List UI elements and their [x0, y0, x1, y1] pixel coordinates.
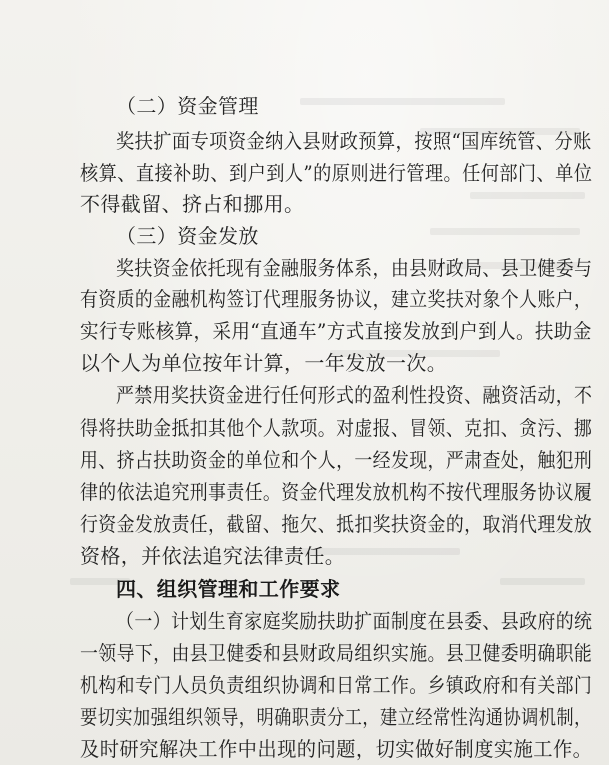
paragraph-line: 用、挤占扶助资金的单位和个人，一经发现，严肃查处，触犯刑 — [80, 447, 593, 472]
paragraph-line: 及时研究解决工作中出现的问题，切实做好制度实施工作。 — [80, 737, 593, 761]
section-heading-funds-distribution: （三）资金发放 — [116, 224, 259, 249]
paragraph-line: 实行专账核算，采用“直通车”方式直接发放到户到人。扶助金 — [80, 319, 592, 344]
paragraph-line: 以个人为单位按年计算，一年发放一次。 — [80, 351, 448, 376]
section-heading-funds-management: （二）资金管理 — [116, 94, 259, 118]
paragraph-line: 机构和专门人员负责组织协调和日常工作。乡镇政府和有关部门 — [80, 672, 593, 697]
paragraph-line: 资格，并依法追究法律责任。 — [80, 543, 346, 568]
paragraph-line: 要切实加强组织领导，明确职责分工，建立经常性沟通协调机制， — [80, 704, 592, 729]
paragraph-line: 得将扶助金抵扣其他个人款项。对虚报、冒领、克扣、贪污、挪 — [80, 415, 593, 440]
paragraph-line: 行资金发放责任，截留、拖欠、抵扣奖扶资金的，取消代理发放 — [80, 511, 593, 536]
paragraph-line: 奖扶扩面专项资金纳入县财政预算，按照“国库统管、分账 — [116, 128, 592, 153]
paragraph-line: 有资质的金融机构签订代理服务协议，建立奖扶对象个人账户， — [80, 287, 593, 312]
paragraph-line: 不得截留、挤占和挪用。 — [80, 192, 305, 217]
paragraph-line: （一）计划生育家庭奖励扶助扩面制度在县委、县政府的统 — [116, 608, 593, 633]
paragraph-line: 一领导下，由县卫健委和县财政局组织实施。县卫健委明确职能 — [80, 640, 593, 665]
paragraph-line: 核算、直接补助、到户到人”的原则进行管理。任何部门、单位 — [80, 160, 593, 185]
paragraph-line: 律的依法追究刑事责任。资金代理发放机构不按代理服务协议履 — [80, 479, 593, 504]
paragraph-line: 严禁用奖扶资金进行任何形式的盈利性投资、融资活动，不 — [116, 383, 593, 408]
part-heading-organization: 四、组织管理和工作要求 — [116, 576, 341, 601]
paragraph-line: 奖扶资金依托现有金融服务体系，由县财政局、县卫健委与 — [116, 256, 593, 281]
